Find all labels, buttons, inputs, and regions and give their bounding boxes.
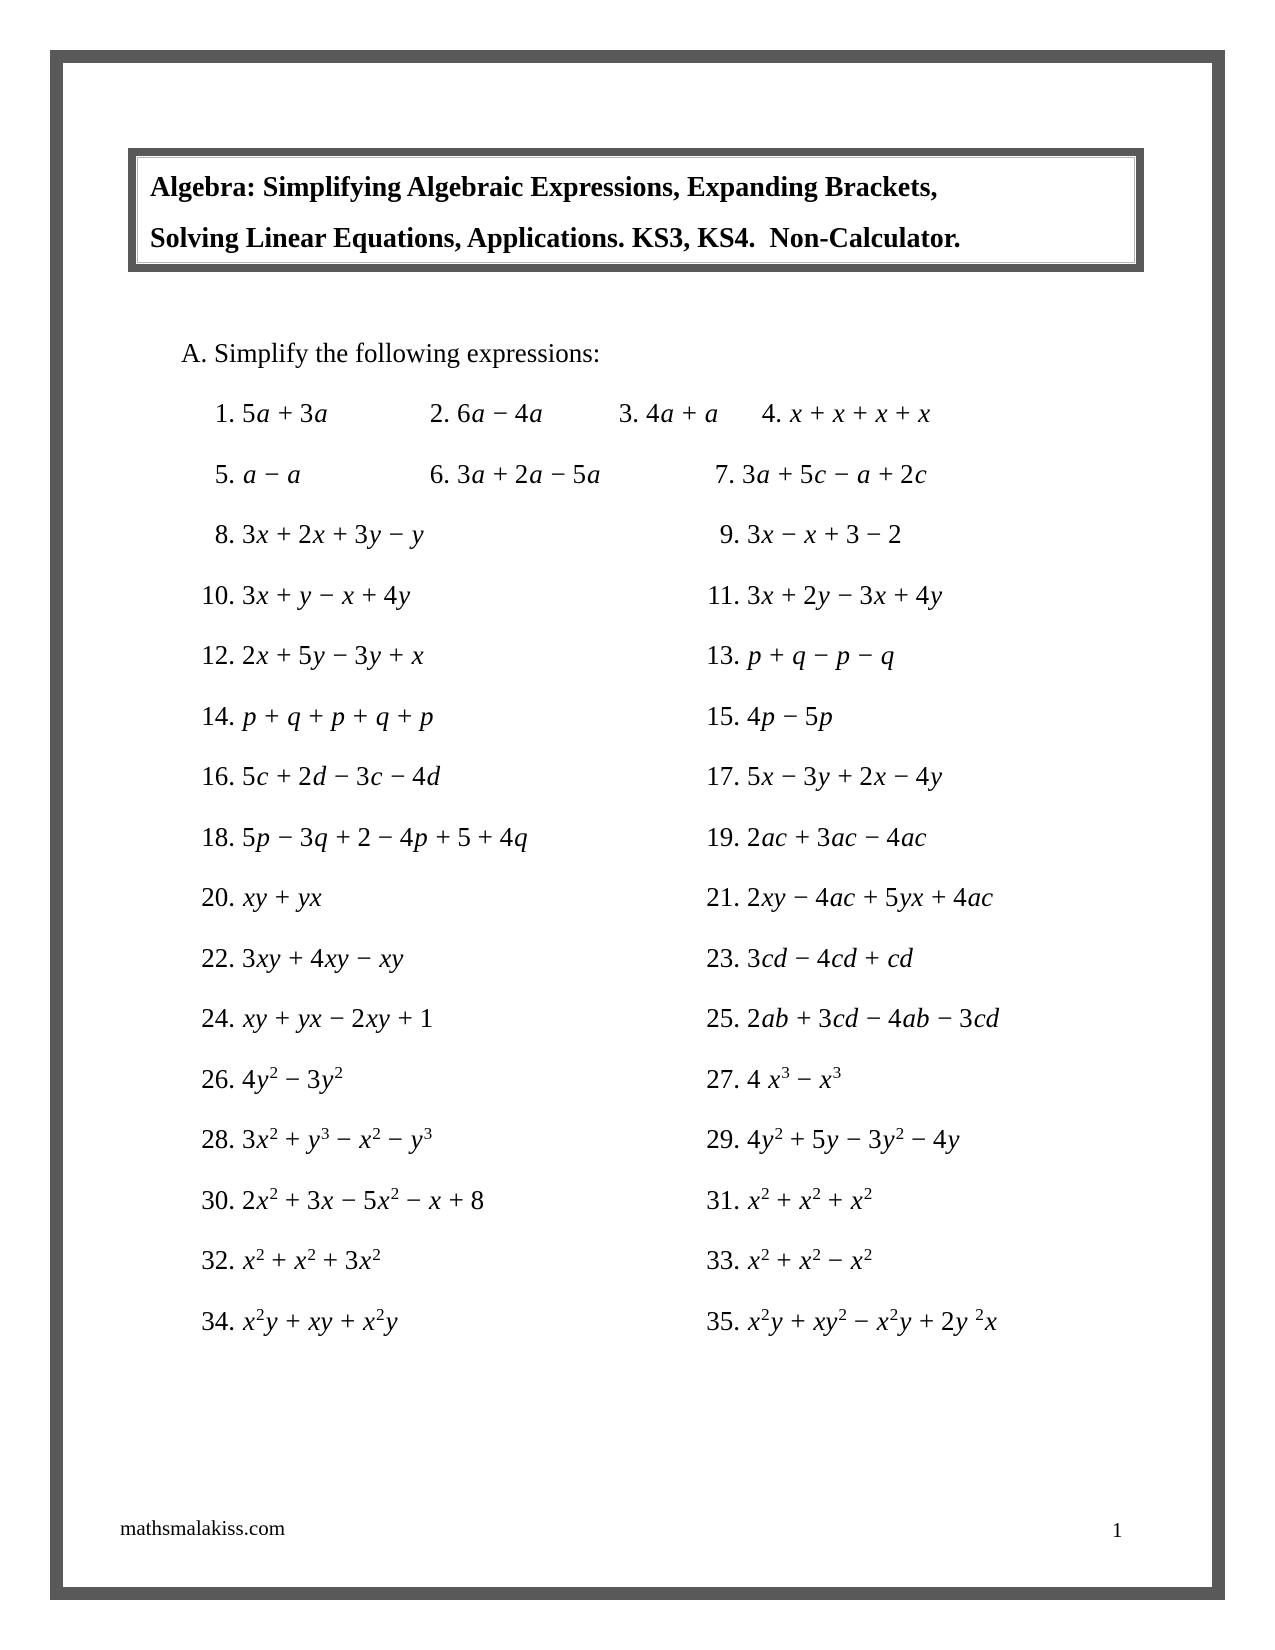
problem-expression: a − a [243, 458, 301, 489]
problem-number: 2. [429, 398, 450, 428]
problem-30 [195, 1183, 484, 1217]
problem-row [195, 759, 1195, 820]
problem-expression: p + q − p − q [748, 640, 895, 670]
problem-expression: 3x − x + 3 − 2 [747, 519, 902, 549]
problem-expression: 5a + 3a [242, 398, 328, 428]
problem-number: 17. [706, 761, 740, 791]
problem-number: 22. [201, 942, 235, 973]
problem-expression: 3x + 2x + 3y − y [242, 519, 424, 549]
problem-row [195, 880, 1195, 941]
problem-row [195, 699, 1195, 760]
problem-23 [700, 941, 914, 975]
problem-7 [695, 457, 928, 491]
problem-expression: $x^2 + x^2 + 3x^2$ [243, 1244, 381, 1275]
problem-29 [700, 1122, 960, 1156]
problem-row [195, 941, 1195, 1002]
problem-28 [195, 1122, 432, 1156]
problem-number: 30. [201, 1184, 235, 1215]
problem-expression: xy + yx − 2xy + 1 [243, 1003, 434, 1033]
problem-4 [742, 396, 931, 430]
problem-expression: 3x + 2y − 3x + 4y [747, 579, 943, 610]
problem-expression: 4a + a [646, 398, 719, 428]
problem-number: 11. [707, 579, 740, 610]
problem-number: 10. [201, 579, 235, 610]
problem-3 [599, 396, 719, 430]
problem-expression: xy + yx [243, 882, 322, 912]
problem-8 [195, 517, 425, 551]
problem-31 [700, 1183, 872, 1217]
problem-27 [700, 1062, 841, 1096]
problem-number: 20. [201, 882, 235, 912]
problem-row [195, 578, 1195, 639]
problem-row [195, 1243, 1195, 1304]
problem-expression: 2ac + 3ac − 4ac [747, 821, 927, 852]
problem-14 [195, 699, 434, 733]
problem-expression: 3xy + 4xy − xy [242, 942, 404, 973]
problem-expression: 2xy − 4ac + 5yx + 4ac [747, 882, 994, 912]
problem-number: 19. [706, 821, 740, 852]
problem-number: 28. [201, 1124, 235, 1154]
problem-number: 21. [706, 882, 740, 912]
problem-number: 29. [706, 1124, 740, 1154]
problem-row [195, 457, 1195, 518]
problem-expression: p + q + p + q + p [243, 700, 434, 731]
problem-expression: $4y^2 - 3y^2$ [242, 1063, 343, 1094]
problem-expression: 5p − 3q + 2 − 4p + 5 + 4q [242, 821, 528, 852]
problem-expression: $x^2 + x^2 - x^2$ [748, 1244, 873, 1275]
problem-number: 14. [201, 700, 235, 731]
problem-row [195, 517, 1195, 578]
problem-number: 23. [706, 942, 740, 973]
problem-6 [410, 457, 601, 491]
problem-24 [195, 1001, 433, 1035]
problem-row [195, 1062, 1195, 1123]
problem-expression: 2x + 5y − 3y + x [242, 640, 424, 670]
problem-expression: 6a − 4a [457, 398, 543, 428]
problem-expression: 2ab + 3cd − 4ab − 3cd [747, 1003, 1000, 1033]
problem-number: 1. [214, 398, 235, 428]
worksheet-title-line-1: Algebra: Simplifying Algebraic Expressions, Expanding Brackets, [150, 172, 938, 203]
problem-16 [195, 759, 441, 793]
problem-number: 15. [706, 700, 740, 731]
problem-number: 4. [761, 398, 782, 428]
worksheet-title-inner [136, 156, 1136, 264]
problem-17 [700, 759, 943, 793]
problem-22 [195, 941, 404, 975]
problem-number: 33. [706, 1245, 740, 1275]
problem-expression: $2x^2 + 3x - 5x^2 - x + 8$ [242, 1184, 485, 1215]
problem-expression: 4p − 5p [747, 700, 833, 731]
problem-1 [195, 396, 329, 430]
problem-12 [195, 638, 425, 672]
section-heading: A. Simplify the following expressions: [181, 338, 601, 368]
problem-number: 34. [201, 1305, 235, 1336]
problem-row [195, 1122, 1195, 1183]
problem-expression: $x^2y + xy^2 - x^2y + 2y$ $^2$x [748, 1305, 997, 1336]
problem-number: 35. [706, 1305, 740, 1336]
problem-expression: $3x^2 + y^3 - x^2 - y^3$ [242, 1123, 433, 1154]
problem-row [195, 1183, 1195, 1244]
problem-number: 7. [714, 458, 735, 489]
problem-row [195, 1304, 1195, 1365]
problem-10 [195, 578, 411, 612]
problem-19 [700, 820, 927, 854]
problem-26 [195, 1062, 343, 1096]
problem-13 [700, 638, 895, 672]
problem-expression: 3x + y − x + 4y [242, 579, 411, 610]
footer-website: mathsmalakiss.com [120, 1516, 286, 1540]
problem-number: 5. [214, 458, 235, 489]
problem-number: 24. [201, 1003, 235, 1033]
problem-number: 26. [201, 1063, 235, 1094]
problem-number: 12. [201, 640, 235, 670]
problem-row [195, 396, 1195, 457]
problem-21 [700, 880, 994, 914]
problem-11 [700, 578, 943, 612]
problem-expression: $x^2y$ + xy + $x^2y$ [243, 1305, 398, 1336]
problem-18 [195, 820, 529, 854]
worksheet-title-line-2: Solving Linear Equations, Applications. KS3, KS4. Non-Calculator. [150, 223, 961, 254]
problem-2 [410, 396, 544, 430]
problem-expression: 4 $x^3 - x^3$ [747, 1063, 842, 1094]
problem-expression: 3a + 2a − 5a [457, 458, 601, 489]
problem-34 [195, 1304, 399, 1338]
problem-number: 6. [429, 458, 450, 489]
problem-15 [700, 699, 834, 733]
problem-20 [195, 880, 323, 914]
problem-number: 13. [706, 640, 740, 670]
problem-row [195, 1001, 1195, 1062]
problem-number: 27. [706, 1063, 740, 1094]
problem-expression: $4y^2 + 5y - 3y^2 - 4y$ [747, 1123, 960, 1154]
problem-25 [700, 1001, 1000, 1035]
problem-expression: 3a + 5c − a + 2c [742, 458, 927, 489]
problem-5 [195, 457, 302, 491]
problem-expression: 5c + 2d − 3c − 4d [242, 761, 441, 791]
footer-page-number: 1 [1112, 1518, 1123, 1542]
problem-number: 32. [201, 1245, 235, 1275]
problem-expression: 3cd − 4cd + cd [747, 942, 913, 973]
problem-number: 3. [618, 398, 639, 428]
problem-number: 9. [719, 519, 740, 549]
problem-expression: $x^2 + x^2 + x^2$ [748, 1184, 873, 1215]
problem-number: 31. [706, 1184, 740, 1215]
problems-list [195, 396, 1195, 1364]
problem-33 [700, 1243, 872, 1277]
problem-number: 18. [201, 821, 235, 852]
problem-number: 16. [201, 761, 235, 791]
problem-number: 8. [214, 519, 235, 549]
problem-row [195, 638, 1195, 699]
problem-number: 25. [706, 1003, 740, 1033]
problem-row [195, 820, 1195, 881]
problem-35 [700, 1304, 998, 1338]
problem-expression: x + x + x + x [790, 398, 931, 428]
worksheet-title-box [128, 148, 1144, 272]
problem-9 [700, 517, 902, 551]
problem-expression: 5x − 3y + 2x − 4y [747, 761, 943, 791]
problem-32 [195, 1243, 381, 1277]
